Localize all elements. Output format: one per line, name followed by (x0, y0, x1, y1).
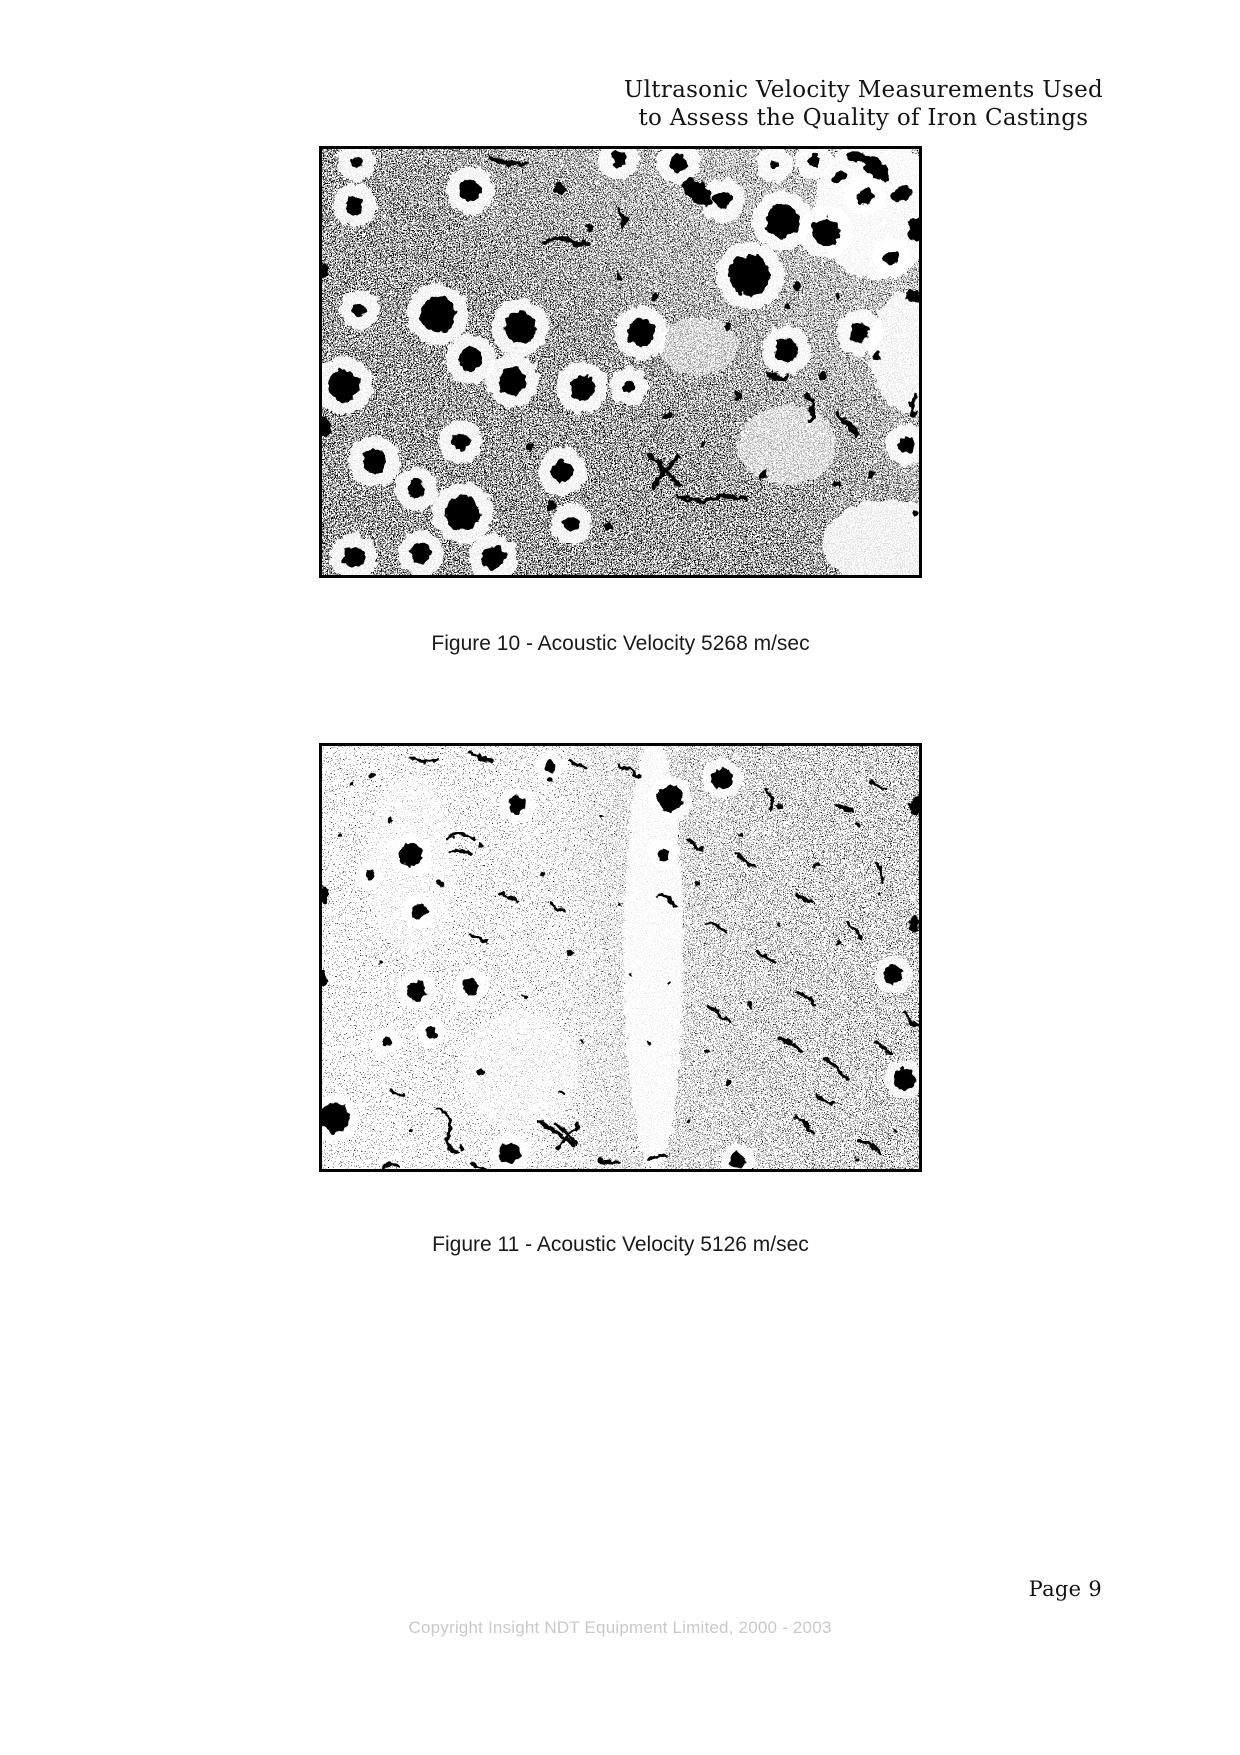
figure-11-caption: Figure 11 - Acoustic Velocity 5126 m/sec (432, 1233, 809, 1256)
page-title-line1: Ultrasonic Velocity Measurements Used (623, 77, 1103, 103)
figure-11-frame (319, 743, 922, 1172)
copyright-footer: Copyright Insight NDT Equipment Limited, 2000 - 2003 (408, 1618, 832, 1637)
figure-10-frame (319, 146, 922, 578)
figure-10-caption: Figure 10 - Acoustic Velocity 5268 m/sec (431, 632, 810, 655)
figure-10-micrograph (322, 149, 919, 575)
page-number: Page 9 (1028, 1577, 1102, 1601)
page-title (624, 76, 1103, 132)
figure-11-micrograph (322, 746, 919, 1169)
page-title-line2: to Assess the Quality of Iron Castings (638, 105, 1089, 131)
